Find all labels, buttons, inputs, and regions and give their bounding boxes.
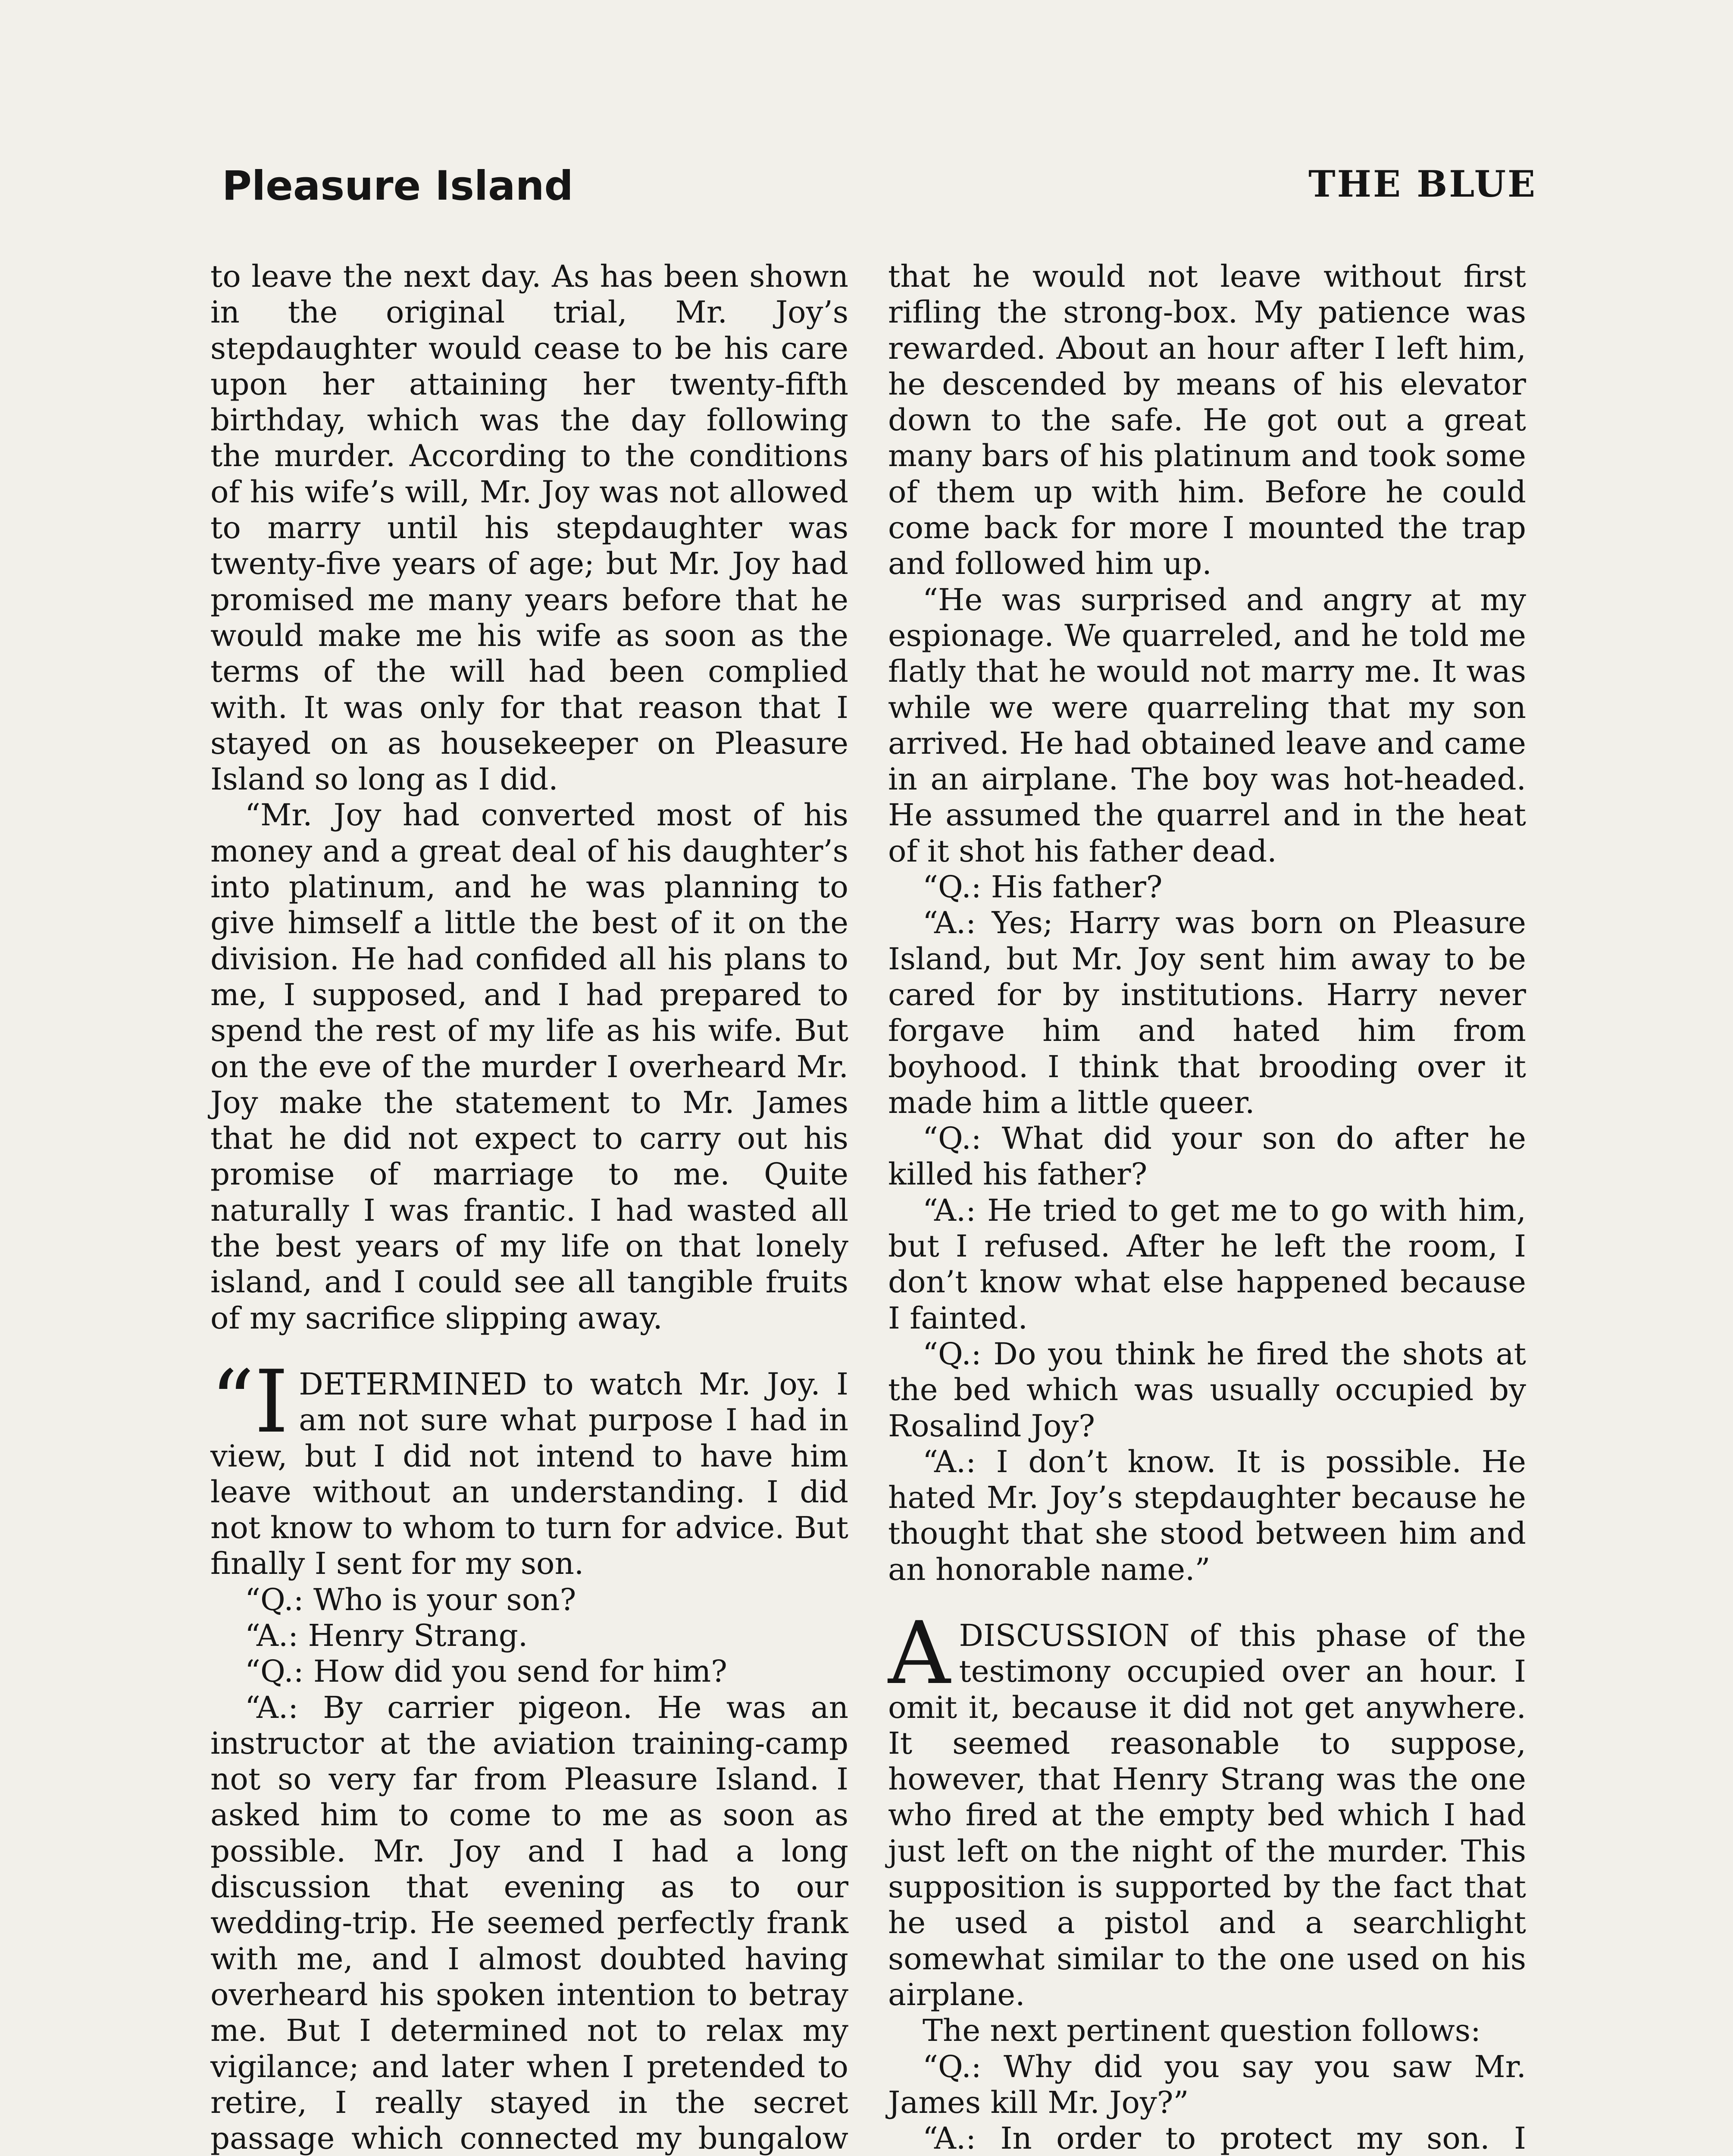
left-column [210, 259, 848, 2156]
paragraph: to leave the next day. As has been shown in the original trial, Mr. Joy’s stepdaughter would cease to be his care upon her attaining her twenty-fifth birthday, which was the day following the murder. According to the conditions of his wife’s will, Mr. Joy was not allowed to marry until his stepdaughter was twenty-five years of age; but Mr. Joy had promised me many years before that he would make me his wife as soon as the terms of the will had been complied with. It was only for that reason that I stayed on as housekeeper on Pleasure Island so long as I did. [210, 259, 848, 797]
answer: “A.: By carrier pigeon. He was an instructor at the aviation training-camp not so very far from Pleasure Island. I asked him to come to me as soon as possible. Mr. Joy and I had a long discussion that evening as to our wedding-trip. He seemed perfectly frank with me, and I almost doubted having overheard his spoken intention to betray me. But I determined not to relax my vigilance; and later when I pretended to retire, I really stayed in the secret passage which connected my bungalow [210, 1689, 848, 2156]
drop-cap: “I [210, 1351, 289, 1452]
magazine-name: THE BLUE [1308, 163, 1537, 205]
question: “Q.: Who is your son? [245, 1582, 576, 1617]
answer: “A.: Henry Strang. [245, 1617, 528, 1653]
answer: “A.: I don’t know. It is possible. He hated Mr. Joy’s stepdaughter because he thought that she stood between him and an honorable name.” [888, 1444, 1526, 1587]
section-paragraph [888, 1603, 1526, 2013]
paragraph: The next pertinent question follows: [923, 2013, 1481, 2049]
paragraph: “He was surprised and angry at my espionage. We quarreled, and he told me flatly that he would not marry me. It was while we were quarreling that my son arrived. He had obtained leave and came in an airplane. The boy was hot-headed. He assumed the quarrel and in the heat of it shot his father dead. [888, 582, 1526, 869]
paragraph-text: DETERMINED to watch Mr. Joy. I am not sure what purpose I had in view, but I did not intend to have him leave without an understanding. I did not know to whom to turn for advice. But finally I sent for my son. [210, 1366, 848, 1582]
question: “Q.: How did you send for him? [245, 1654, 727, 1689]
section-paragraph [210, 1351, 848, 1582]
question: “Q.: His father? [923, 869, 1163, 905]
paragraph-text: DISCUSSION of this phase of the testimony occupied over an hour. I omit it, because it did not get anywhere. It seemed reasonable to suppose, however, that Henry Strang was the one who fired at the empty bed which I had just left on the night of the murder. This supposition is supported by the fact that he used a pistol and a searchlight somewhat similar to the one used on his airplane. [888, 1617, 1526, 2012]
right-column [888, 259, 1526, 2156]
question: “Q.: What did your son do after he killed his father? [888, 1121, 1526, 1192]
question: “Q.: Why did you say you saw Mr. James kill Mr. Joy?” [888, 2049, 1526, 2120]
drop-cap: A [888, 1603, 951, 1704]
paragraph: that he would not leave without first rifling the strong-box. My patience was rewarded. About an hour after I left him, he descended by means of his elevator down to the safe. He got out a great many bars of his platinum and took some of them up with him. Before he could come back for more I mounted the trap and followed him up. [888, 259, 1526, 582]
story-title: Pleasure Island [222, 163, 573, 210]
answer: “A.: In order to protect my son. I [923, 2121, 1526, 2156]
paragraph: “Mr. Joy had converted most of his money and a great deal of his daughter’s into platinum, and he was planning to give himself a little the best of it on the division. He had confided all his plans to me, I supposed, and I had prepared to spend the rest of my life as his wife. But on the eve of the murder I overheard Mr. Joy make the statement to Mr. James that he did not expect to carry out his promise of marriage to me. Quite naturally I was frantic. I had wasted all the best years of my life on that lonely island, and I could see all tangible fruits of my sacrifice slipping away. [210, 797, 848, 1336]
answer: “A.: Yes; Harry was born on Pleasure Island, but Mr. Joy sent him away to be cared for by institutions. Harry never forgave him and hated him from boyhood. I think that brooding over it made him a little queer. [888, 905, 1526, 1120]
question: “Q.: Do you think he fired the shots at the bed which was usually occupied by Rosalind Joy? [888, 1336, 1526, 1444]
answer: “A.: He tried to get me to go with him, but I refused. After he left the room, I don’t know what else happened because I fainted. [888, 1192, 1526, 1336]
